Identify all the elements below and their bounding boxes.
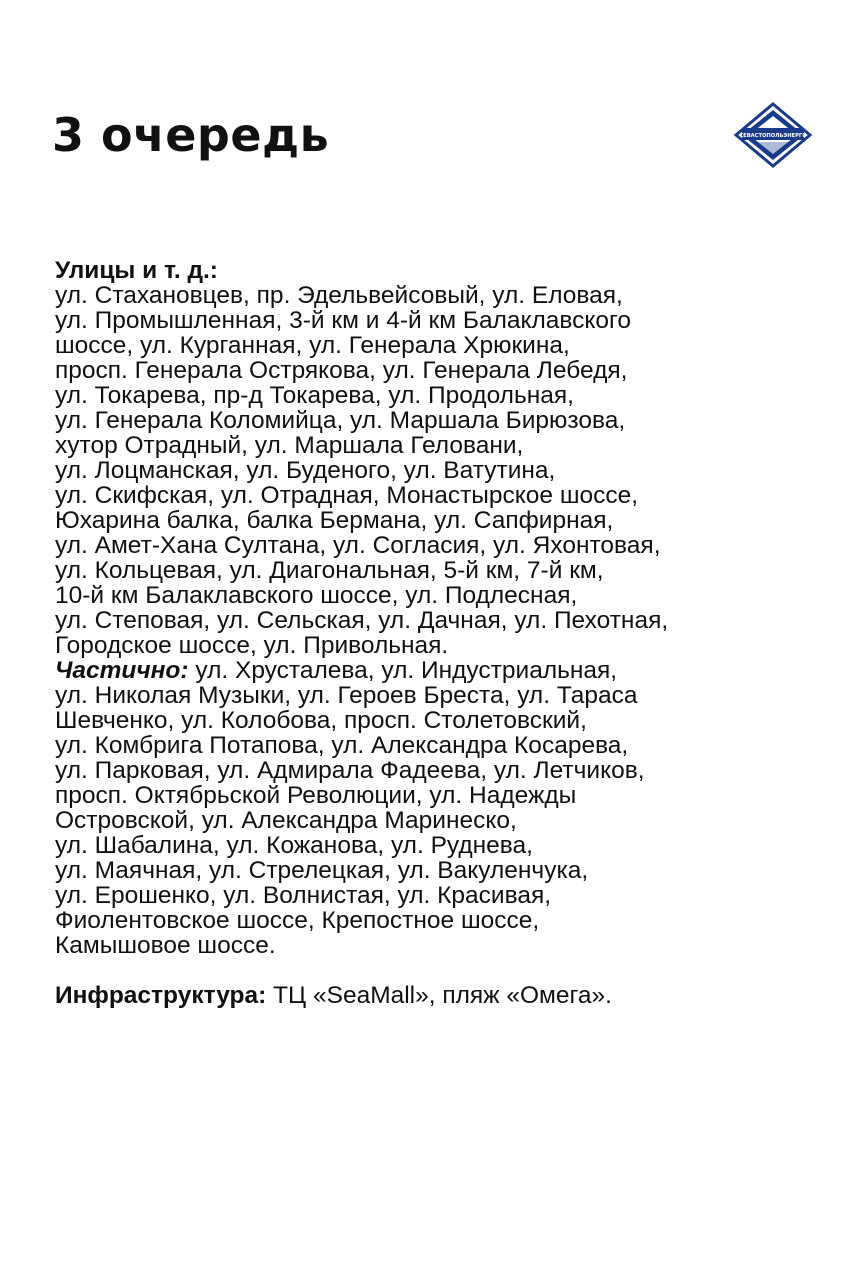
infrastructure-label: Инфраструктура:	[55, 982, 267, 1009]
partial-street-line: ул. Маячная, ул. Стрелецкая, ул. Вакуленчука,	[55, 857, 589, 884]
streets-list	[55, 283, 835, 658]
street-line: хутор Отрадный, ул. Маршала Геловани,	[55, 432, 524, 459]
infrastructure-value: ТЦ «SeaMall», пляж «Омега».	[273, 982, 612, 1009]
street-line: ул. Генерала Коломийца, ул. Маршала Бирюзова,	[55, 407, 626, 434]
partial-streets-list	[55, 683, 835, 958]
company-logo	[734, 102, 812, 168]
partial-first-text: ул. Хрусталева, ул. Индустриальная,	[188, 657, 618, 684]
logo-emblem-icon	[734, 102, 812, 168]
street-line: 10-й км Балаклавского шоссе, ул. Подлесная,	[55, 582, 578, 609]
street-line: ул. Скифская, ул. Отрадная, Монастырское шоссе,	[55, 482, 639, 509]
street-line: ул. Лоцманская, ул. Буденого, ул. Ватутина,	[55, 457, 556, 484]
partial-street-line: просп. Октябрьской Революции, ул. Надежды	[55, 782, 577, 809]
street-line: ул. Промышленная, 3-й км и 4-й км Балаклавского	[55, 307, 632, 334]
street-line: ул. Степовая, ул. Сельская, ул. Дачная, ул. Пехотная,	[55, 607, 669, 634]
partial-street-line: Камышовое шоссе.	[55, 932, 276, 959]
partial-first-line	[55, 658, 835, 683]
street-line: Городское шоссе, ул. Привольная.	[55, 632, 449, 659]
infrastructure-line	[55, 983, 835, 1008]
partial-street-line: ул. Парковая, ул. Адмирала Фадеева, ул. Летчиков,	[55, 757, 645, 784]
partial-street-line: Островской, ул. Александра Маринеско,	[55, 807, 517, 834]
logo-text: СЕВАСТОПОЛЬЭНЕРГО	[739, 133, 807, 139]
partial-street-line: ул. Ерошенко, ул. Волнистая, ул. Красивая,	[55, 882, 552, 909]
street-line: ул. Токарева, пр-д Токарева, ул. Продольная,	[55, 382, 574, 409]
partial-street-line: Фиолентовское шоссе, Крепостное шоссе,	[55, 907, 540, 934]
street-line: ул. Амет-Хана Султана, ул. Согласия, ул. Яхонтовая,	[55, 532, 661, 559]
queue-details	[55, 258, 835, 1008]
partial-street-line: ул. Николая Музыки, ул. Героев Бреста, ул. Тараса	[55, 682, 638, 709]
page-title: 3 очередь	[52, 108, 330, 162]
partial-streets	[55, 658, 835, 958]
partial-street-line: ул. Шабалина, ул. Кожанова, ул. Руднева,	[55, 832, 533, 859]
partial-label: Частично:	[55, 657, 189, 684]
street-line: просп. Генерала Острякова, ул. Генерала Лебедя,	[55, 357, 628, 384]
street-line: шоссе, ул. Курганная, ул. Генерала Хрюкина,	[55, 332, 570, 359]
street-line: ул. Стахановцев, пр. Эдельвейсовый, ул. Еловая,	[55, 282, 623, 309]
partial-street-line: ул. Комбрига Потапова, ул. Александра Косарева,	[55, 732, 629, 759]
streets-heading: Улицы и т. д.:	[55, 257, 218, 284]
street-line: Юхарина балка, балка Бермана, ул. Сапфирная,	[55, 507, 614, 534]
partial-street-line: Шевченко, ул. Колобова, просп. Столетовский,	[55, 707, 587, 734]
street-line: ул. Кольцевая, ул. Диагональная, 5-й км, 7-й км,	[55, 557, 604, 584]
